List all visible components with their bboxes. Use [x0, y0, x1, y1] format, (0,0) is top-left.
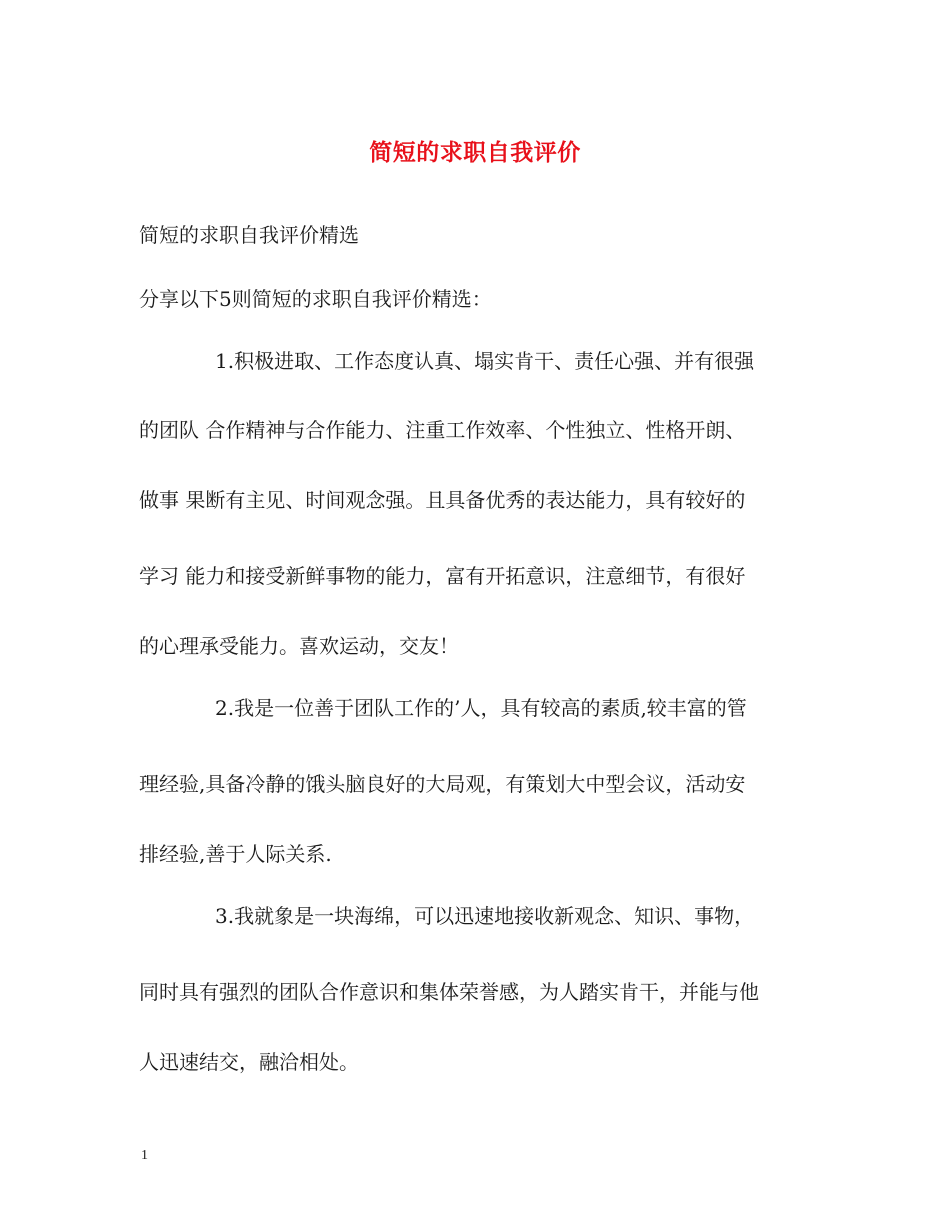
intro-text: 分享以下5则简短的求职自我评价精选： — [139, 287, 492, 311]
paragraph-1-line-5: 的心理承受能力。喜欢运动，交友！ — [139, 634, 459, 658]
paragraph-3-line-2: 同时具有强烈的团队合作意识和集体荣誉感，为人踏实肯干，并能与他 — [139, 980, 759, 1004]
document-title: 简短的求职自我评价 — [369, 139, 581, 166]
paragraph-2-line-2: 理经验,具备冷静的饿头脑良好的大局观，有策划大中型会议，活动安 — [139, 772, 746, 796]
paragraph-2-line-3: 排经验,善于人际关系. — [139, 842, 332, 866]
paragraph-1-line-3: 做事 果断有主见、时间观念强。且具备优秀的表达能力，具有较好的 — [139, 488, 746, 512]
paragraph-1-line-1: 1.积极进取、工作态度认真、塌实肯干、责任心强、并有很强 — [215, 349, 755, 373]
page-number: 1 — [141, 1148, 148, 1163]
document-subtitle: 简短的求职自我评价精选 — [139, 223, 359, 247]
paragraph-1-line-2: 的团队 合作精神与合作能力、注重工作效率、个性独立、性格开朗、 — [139, 418, 746, 442]
paragraph-3-line-3: 人迅速结交，融洽相处。 — [139, 1050, 359, 1074]
paragraph-1-line-4: 学习 能力和接受新鲜事物的能力，富有开拓意识，注意细节，有很好 — [139, 564, 746, 588]
paragraph-3-line-1: 3.我就象是一块海绵，可以迅速地接收新观念、知识、事物， — [215, 904, 755, 928]
paragraph-2-line-1: 2.我是一位善于团队工作的’人，具有较高的素质,较丰富的管 — [215, 696, 747, 720]
